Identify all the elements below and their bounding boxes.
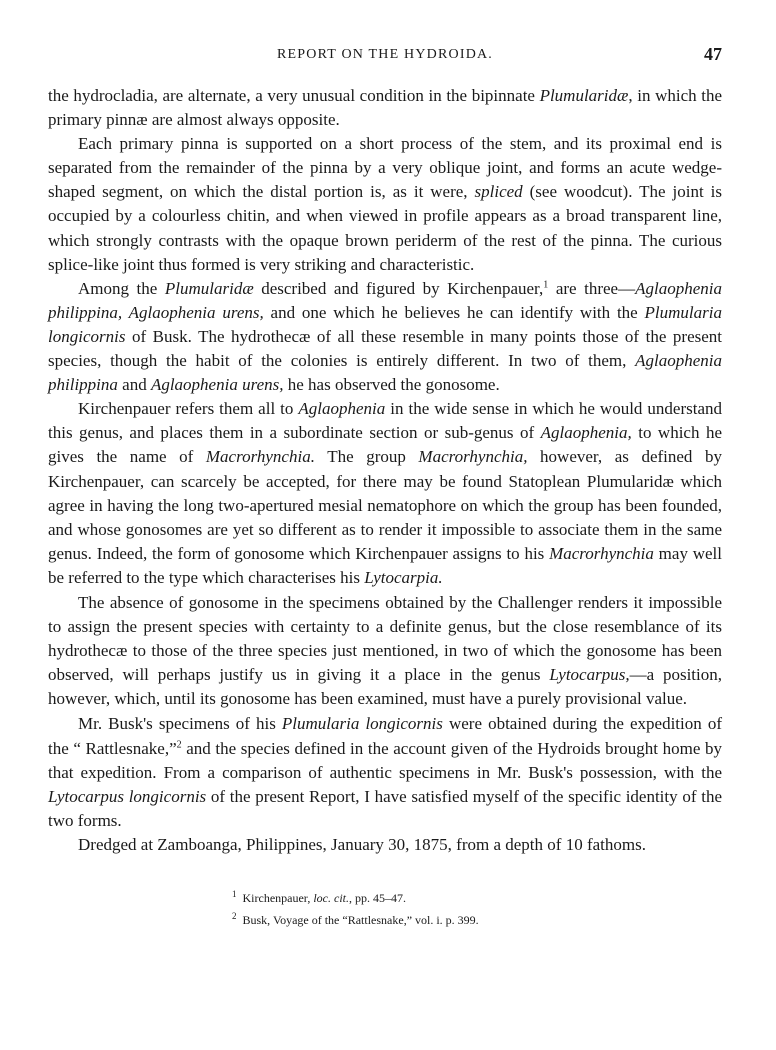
footnote-ref-1: 1 — [543, 279, 549, 291]
paragraph-1: the hydrocladia, are alternate, a very unusual condition in the bipinnate Plumularidæ, in which the primary pinnæ are almost always opposite. — [48, 86, 722, 130]
footnote-1: $^1$ Kirchenpauer, loc. cit., pp. 45–47. — [232, 889, 406, 905]
page-header — [48, 44, 722, 68]
paragraph-6: Mr. Busk's specimens of his Plumularia longicornis were obtained during the expedition of the “ Rattlesnake,”$^2$ and the species defined in the account given of the Hydroids brought home by that expedition. From a comparison of authentic specimens in Mr. Busk's possession, with the Lytocarpus longicornis of the present Report, I have satisfied myself of the specific identity of the two forms. — [48, 714, 723, 830]
body-text — [48, 84, 722, 857]
footnote-2: $^2$ Busk, Voyage of the “Rattlesnake,” vol. i. p. 399. — [232, 911, 479, 927]
page-number: 47 — [704, 44, 722, 64]
footnote-ref-2: 2 — [176, 738, 182, 750]
paragraph-7: Dredged at Zamboanga, Philippines, January 30, 1875, from a depth of 10 fathoms. — [78, 834, 646, 854]
paragraph-3: Among the Plumularidæ described and figured by Kirchenpauer,$^1$ are three—Aglaophenia philippina, Aglaophenia urens, and one which he believes he can identify with the Plumularia longicornis of Busk. The hydrothecæ of all these resemble in many points those of the present species, though the habit of the colonies is entirely different. In two of them, Aglaophenia philippina and Aglaophenia urens, he has observed the gonosome. — [48, 278, 722, 395]
running-head: REPORT ON THE HYDROIDA. — [276, 47, 494, 62]
footnotes — [232, 887, 722, 931]
paragraph-4: Kirchenpauer refers them all to Aglaophenia in the wide sense in which he would understand this genus, and places them in a subordinate section or sub-genus of Aglaophenia, to which he gives the name of Macrorhynchia. The group Macrorhynchia, however, as defined by Kirchenpauer, can scarcely be accepted, for there may be found Statoplean Plumularidæ which agree in having the long two-apertured mesial nematophore on which the group has been founded, and whose gonosomes are yet so different as to render it impossible to associate them in the same genus. Indeed, the form of gonosome which Kirchenpauer assigns to his Macrorhynchia may well be referred to the type which characterises his Lytocarpia. — [48, 399, 723, 587]
paragraph-5: The absence of gonosome in the specimens obtained by the Challenger renders it impossible to assign the present species with certainty to a definite genus, but the close resemblance of its hydrothecæ to those of the three species just mentioned, in two of which the gonosome has been observed, will perhaps justify us in giving it a place in the genus Lytocarpus,—a position, however, which, until its gonosome has been examined, must have a purely provisional value. — [48, 592, 722, 709]
paragraph-2: Each primary pinna is supported on a short process of the stem, and its proximal end is separated from the remainder of the pinna by a very oblique joint, and forms an acute wedge-shaped segment, on which the distal portion is, as it were, spliced (see woodcut). The joint is occupied by a colourless chitin, and when viewed in profile appears as a broad transparent line, which strongly contrasts with the opaque brown periderm of the rest of the pinna. The curious splice-like joint thus formed is very striking and characteristic. — [48, 134, 722, 274]
